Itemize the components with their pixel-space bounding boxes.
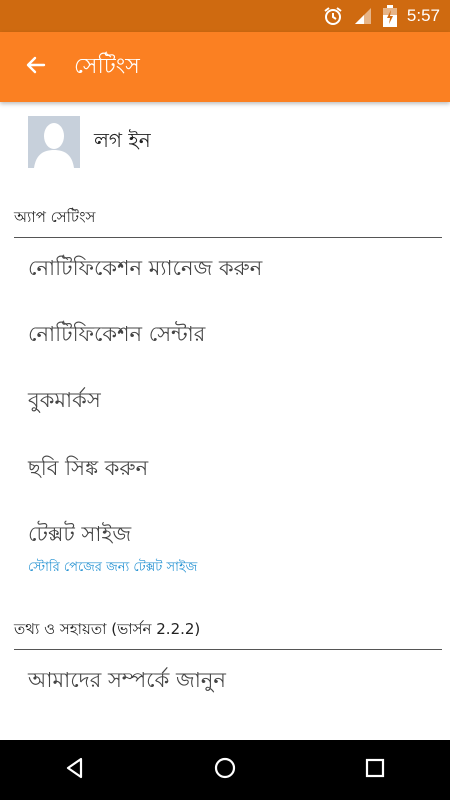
status-time: 5:57 bbox=[406, 6, 440, 25]
nav-back-button[interactable] bbox=[45, 740, 105, 800]
alarm-icon bbox=[323, 6, 343, 26]
arrow-back-icon bbox=[24, 53, 48, 81]
info-help-header: তথ্য ও সহায়তা (ভার্সন 2.2.2) bbox=[14, 618, 442, 650]
bookmarks-item[interactable]: বুকমার্কস bbox=[28, 388, 101, 412]
sync-images-item[interactable]: ছবি সিঙ্ক করুন bbox=[28, 456, 149, 480]
recents-square-icon bbox=[364, 757, 386, 783]
login-label: লগ ইন bbox=[94, 127, 151, 152]
page-title: সেটিংস bbox=[74, 53, 140, 79]
nav-recents-button[interactable] bbox=[345, 740, 405, 800]
text-size-item[interactable]: টেক্সট সাইজ bbox=[28, 522, 132, 546]
app-bar bbox=[0, 32, 450, 102]
nav-home-button[interactable] bbox=[195, 740, 255, 800]
home-circle-icon bbox=[213, 756, 237, 784]
notification-center-item[interactable]: নোটিফিকেশন সেন্টার bbox=[28, 322, 206, 346]
signal-icon bbox=[353, 6, 373, 26]
app-settings-header: অ্যাপ সেটিংস bbox=[14, 206, 442, 238]
manage-notifications-item[interactable]: নোটিফিকেশন ম্যানেজ করুন bbox=[28, 256, 263, 280]
settings-list bbox=[0, 102, 450, 740]
about-us-item[interactable]: আমাদের সম্পর্কে জানুন bbox=[28, 668, 226, 692]
status-bar bbox=[0, 0, 450, 32]
avatar bbox=[28, 116, 80, 168]
battery-charging-icon bbox=[383, 5, 397, 27]
navigation-bar bbox=[0, 740, 450, 800]
back-button[interactable] bbox=[0, 32, 72, 102]
login-row[interactable] bbox=[28, 116, 151, 168]
text-size-subtitle: স্টোরি পেজের জন্য টেক্সট সাইজ bbox=[28, 560, 198, 575]
back-triangle-icon bbox=[63, 756, 87, 784]
